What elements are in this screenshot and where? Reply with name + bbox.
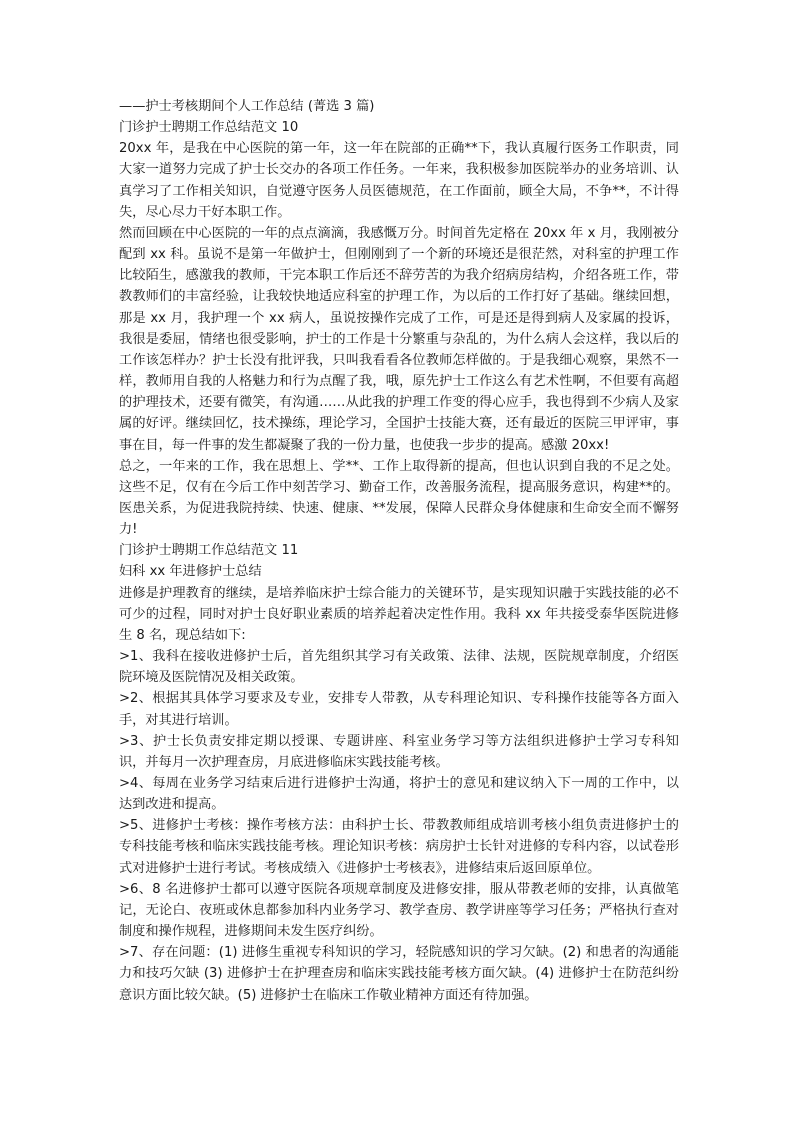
list-item: >1、我科在接收进修护士后，首先组织其学习有关政策、法律、法规，医院规章制度，介绍医院环境及医院情况及相关政策。 xyxy=(119,649,679,686)
document-page xyxy=(119,96,679,1006)
section-1-title: 门诊护士聘期工作总结范文 10 xyxy=(119,120,299,136)
paragraph: 20xx 年，是我在中心医院的第一年，这一年在院部的正确**下，我认真履行医务工作职责，同大家一道努力完成了护士长交办的各项工作任务。一年来，我积极参加医院举办的业务培训、认真学习了工作相关知识，自觉遵守医务人员医德规范，在工作面前，顾全大局，不争**，不计得失，尽心尽力干好本职工作。 xyxy=(119,141,679,220)
paragraph: 总之，一年来的工作，我在思想上、学**、工作上取得新的提高，但也认识到自我的不足之处。这些不足，仅有在今后工作中刻苦学习、勤奋工作，改善服务流程，提高服务意识，构建**的。医患关系，为促进我院持续、快速、健康、**发展，保障人民群众身体健康和生命安全而不懈努力! xyxy=(119,458,679,538)
list-item: >5、进修护士考核：操作考核方法：由科护士长、带教教师组成培训考核小组负责进修护士的专科技能考核和临床实践技能考核。理论知识考核：病房护士长针对进修的专科内容，以试卷形式对进修护士进行考试。考核成绩入《进修护士考核表》，进修结束后返回原单位。 xyxy=(119,818,679,876)
section-2-title: 门诊护士聘期工作总结范文 11 xyxy=(119,543,299,559)
list-item: >6、8 名进修护士都可以遵守医院各项规章制度及进修安排，服从带教老师的安排，认真做笔记，无论白、夜班或休息都参加科内业务学习、教学查房、教学讲座等学习任务；严格执行查对制度和操作规程，进修期间未发生医疗纠纷。 xyxy=(119,881,679,940)
list-item: >3、护士长负责安排定期以授课、专题讲座、科室业务学习等方法组织进修护士学习专科知识，并每月一次护理查房，月底进修临床实践技能考核。 xyxy=(119,733,679,770)
list-item: >7、存在问题：(1) 进修生重视专科知识的学习，轻院感知识的学习欠缺。(2) 和患者的沟通能力和技巧欠缺 (3) 进修护士在护理查房和临床实践技能考核方面欠缺。(4) 进修护士在防范纠纷意识方面比较欠缺。(5) 进修护士在临床工作敬业精神方面还有待加强。 xyxy=(119,945,679,1003)
list-item: >2、根据其具体学习要求及专业，安排专人带教，从专科理论知识、专科操作技能等各方面入手，对其进行培训。 xyxy=(119,691,679,728)
paragraph: 进修是护理教育的继续，是培养临床护士综合能力的关键环节，是实现知识融于实践技能的必不可少的过程，同时对护士良好职业素质的培养起着决定性作用。我科 xx 年共接受泰华医院进修生 8 名，现总结如下: xyxy=(119,585,679,643)
list-item: >4、每周在业务学习结束后进行进修护士沟通，将护士的意见和建议纳入下一周的工作中，以达到改进和提高。 xyxy=(119,776,679,813)
section-2-subtitle: 妇科 xx 年进修护士总结 xyxy=(119,564,262,580)
document-heading: ——护士考核期间个人工作总结 (菁选 3 篇) xyxy=(119,99,375,114)
paragraph: 然而回顾在中心医院的一年的点点滴滴，我感慨万分。时间首先定格在 20xx 年 x 月，我刚被分配到 xx 科。虽说不是第一年做护士，但刚刚到了一个新的环境还是很茫然，对科室的护理工作比较陌生，感激我的教师，干完本职工作后还不辞劳苦的为我介绍病房结构，介绍各班工作，带教教师们的丰富经验，让我较快地适应科室的护理工作，为以后的工作打好了基础。继续回想，那是 xx 月，我护理一个 xx 病人，虽说按操作完成了工作，可是还是得到病人及家属的投诉，我很是委屈，情绪也很受影响，护士的工作是十分繁重与杂乱的，为什么病人会这样，我以后的工作该怎样办？护士长没有批评我，只叫我看看各位教师怎样做的。于是我细心观察，果然不一样，教师用自我的人格魅力和行为点醒了我，哦，原先护士工作这么有艺术性啊，不但要有高超的护理技术，还要有微笑，有沟通……从此我的护理工作变的得心应手，我也得到不少病人及家属的好评。继续回忆，技术操练，理论学习，全国护士技能大赛，还有最近的医院三甲评审，事事在目，每一件事的发生都凝聚了我的一份力量，也使我一步步的提高。感激 20xx! xyxy=(119,225,679,453)
